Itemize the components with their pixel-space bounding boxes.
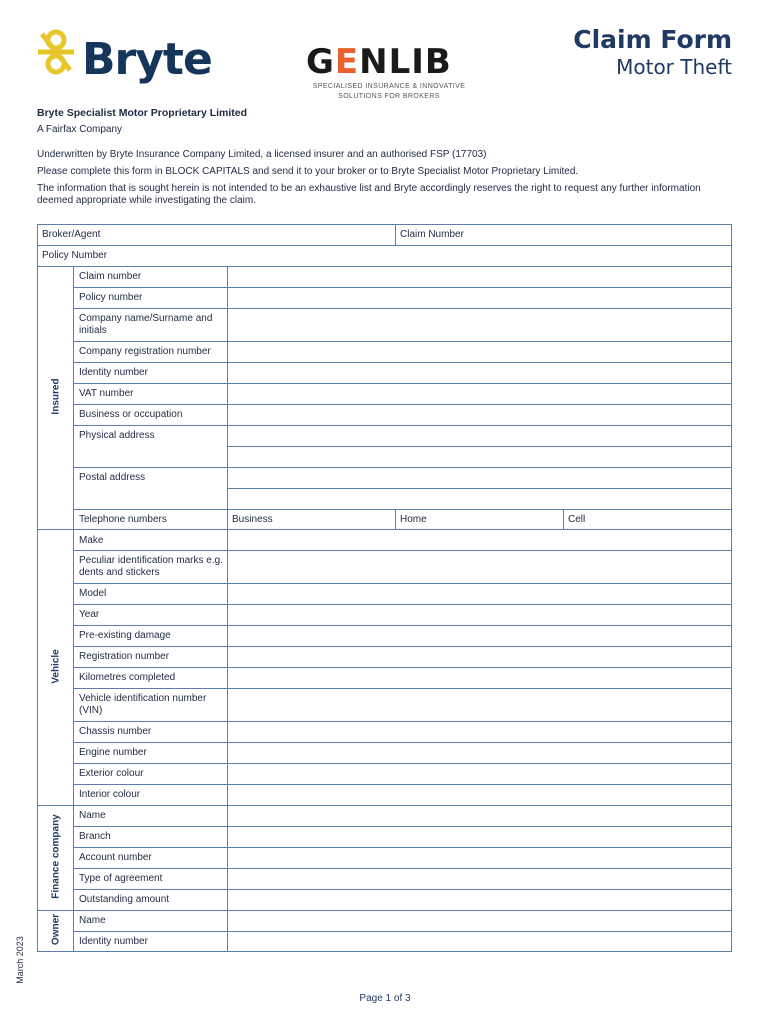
partner-logo xyxy=(306,42,452,82)
partner-tagline: SPECIALISED INSURANCE & INNOVATIVE SOLUTIONS FOR BROKERS xyxy=(312,83,466,100)
field-policy-number: Policy number xyxy=(79,292,143,303)
input-company-name[interactable] xyxy=(228,309,731,341)
field-postal-address: Postal address xyxy=(79,472,146,483)
field-finance-branch: Branch xyxy=(79,831,111,842)
input-finance-owner-details[interactable] xyxy=(228,806,731,951)
field-owner-name: Name xyxy=(79,915,106,926)
field-telephone-numbers: Telephone numbers xyxy=(79,514,167,525)
field-company-registration: Company registration number xyxy=(79,346,211,357)
document-date: March 2023 xyxy=(15,936,25,984)
intro-instructions: Please complete this form in BLOCK CAPITALS and send it to your broker or to Bryte Specialist Motor Proprietary Limited. xyxy=(37,166,579,177)
input-policy-number[interactable] xyxy=(228,288,731,308)
field-account-number: Account number xyxy=(79,852,152,863)
field-make: Make xyxy=(79,535,104,546)
page-number: Page 1 of 3 xyxy=(359,993,411,1004)
field-telephone-business: Business xyxy=(232,514,273,525)
field-identification-marks: Peculiar identification marks e.g. dents and stickers xyxy=(79,555,223,578)
field-kilometres: Kilometres completed xyxy=(79,672,176,683)
field-identity-number: Identity number xyxy=(79,367,148,378)
page-title: Claim Form xyxy=(573,25,732,54)
partner-logo-g: G xyxy=(306,42,335,82)
field-claim-number: Claim number xyxy=(79,271,142,282)
company-parent: A Fairfax Company xyxy=(37,124,123,135)
partner-logo-rest: NLIB xyxy=(359,42,452,82)
field-company-name: Company name/Surname and initials xyxy=(79,313,213,336)
input-claim-number[interactable] xyxy=(228,267,731,287)
field-finance-name: Name xyxy=(79,810,106,821)
section-vehicle-label: Vehicle xyxy=(50,649,62,684)
page-subtitle: Motor Theft xyxy=(616,55,732,79)
input-business-occupation[interactable] xyxy=(228,405,731,425)
broker-agent-label: Broker/Agent xyxy=(42,229,101,240)
field-vat-number: VAT number xyxy=(79,388,134,399)
field-physical-address: Physical address xyxy=(79,430,155,441)
input-identity-number[interactable] xyxy=(228,363,731,383)
claim-number-top-label: Claim Number xyxy=(400,229,464,240)
field-type-of-agreement: Type of agreement xyxy=(79,873,163,884)
field-registration-number: Registration number xyxy=(79,651,170,662)
partner-logo-e: E xyxy=(334,42,360,82)
input-vehicle-details[interactable] xyxy=(228,530,731,805)
field-outstanding-amount: Outstanding amount xyxy=(79,894,170,905)
field-chassis-number: Chassis number xyxy=(79,726,152,737)
field-year: Year xyxy=(79,609,100,620)
field-interior-colour: Interior colour xyxy=(79,789,141,800)
brand-name: Bryte xyxy=(82,34,212,85)
field-telephone-home: Home xyxy=(400,514,427,525)
field-engine-number: Engine number xyxy=(79,747,147,758)
policy-number-top-label: Policy Number xyxy=(42,250,108,261)
field-exterior-colour: Exterior colour xyxy=(79,768,144,779)
company-name: Bryte Specialist Motor Proprietary Limited xyxy=(37,107,248,119)
section-insured-label: Insured xyxy=(50,378,62,415)
section-finance-label: Finance company xyxy=(50,814,62,899)
section-owner-label: Owner xyxy=(50,913,62,946)
input-physical-address[interactable] xyxy=(228,426,731,467)
input-vat-number[interactable] xyxy=(228,384,731,404)
field-business-occupation: Business or occupation xyxy=(79,409,183,420)
field-telephone-cell: Cell xyxy=(568,514,586,525)
input-company-registration[interactable] xyxy=(228,342,731,362)
intro-underwriter: Underwritten by Bryte Insurance Company Limited, a licensed insurer and an authorised FSP (17703) xyxy=(37,149,487,160)
field-vin: Vehicle identification number (VIN) xyxy=(79,693,207,716)
input-postal-address[interactable] xyxy=(228,468,731,509)
field-pre-existing-damage: Pre-existing damage xyxy=(79,630,171,641)
intro-disclaimer: The information that is sought herein is not intended to be an exhaustive list and Bryte accordingly reserves the right to request any further information deemed appropriate while investigating the claim. xyxy=(37,183,701,206)
field-model: Model xyxy=(79,588,107,599)
field-owner-identity: Identity number xyxy=(79,936,148,947)
